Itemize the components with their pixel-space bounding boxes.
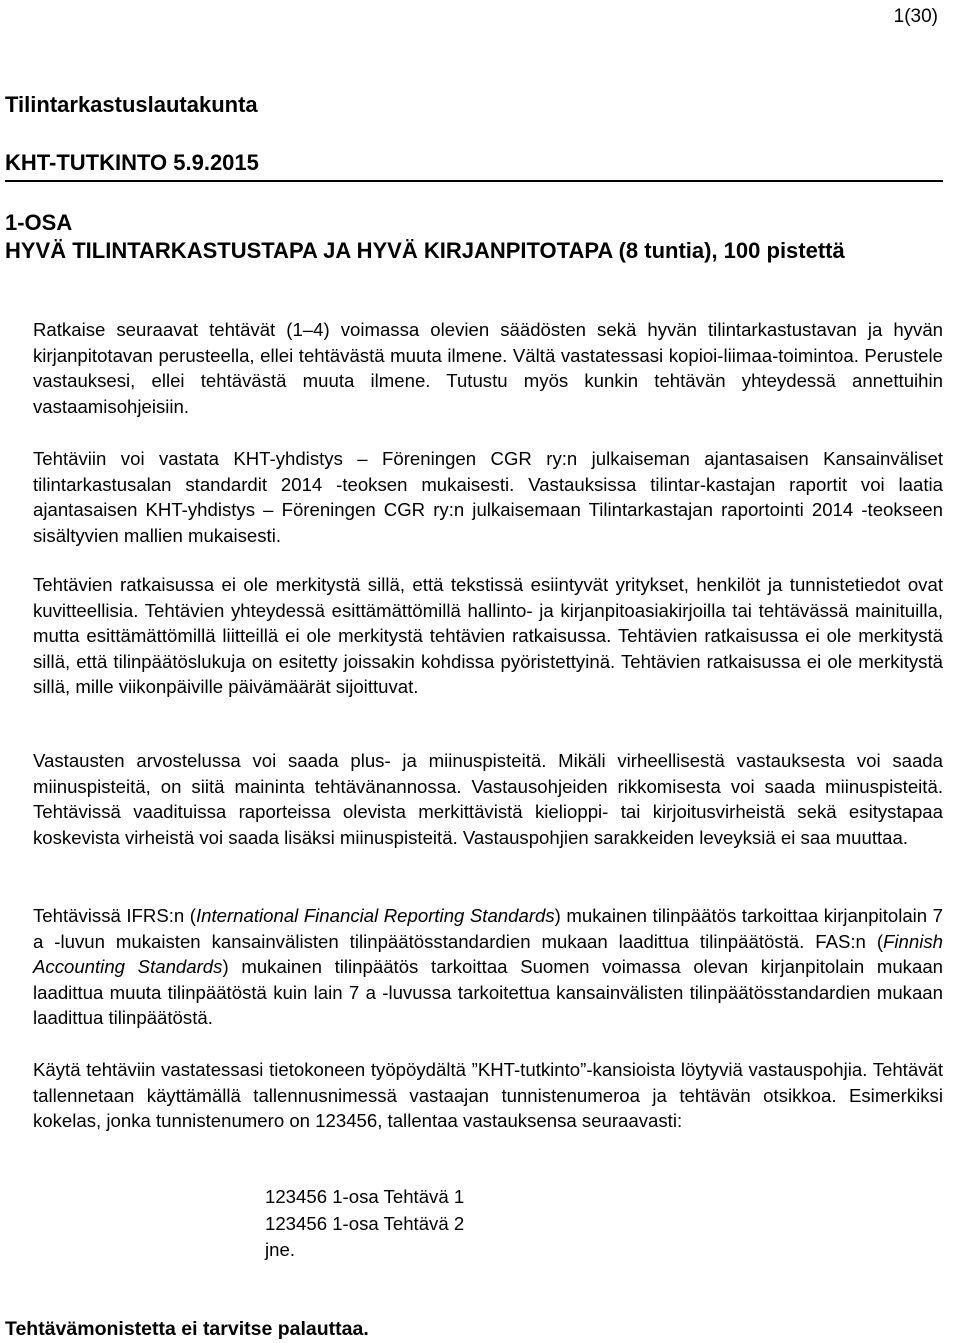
paragraph-5-text-2: ) mukainen tilinpäätös tarkoittaa kirjanpitolain 7 a -luvun mukaisten kansainvälisten tilinpäätösstandardien mukaan laadittua tilinpäätöstä. FAS:n ( — [33, 905, 944, 952]
filename-example-line: 123456 1-osa Tehtävä 1 — [265, 1186, 465, 1207]
section-title: HYVÄ TILINTARKASTUSTAPA JA HYVÄ KIRJANPITOTAPA (8 tuntia), 100 pistettä — [5, 238, 845, 263]
paragraph-5-ifrs-term: International Financial Reporting Standards — [195, 905, 555, 926]
filename-example-line: 123456 1-osa Tehtävä 2 — [265, 1212, 465, 1234]
instructions-paragraph-6: Käytä tehtäviin vastatessasi tietokoneen työpöydältä ”KHT-tutkinto”-kansioista löytyviä vastauspohjia. Tehtävät tallennetaan käyttämällä tallennusnimessä vastaajan tunnistenumeroa ja tehtävän otsikkoa. Esimerkiksi kokelas, jonka tunnistenumero on 123456, tallentaa vastauksensa seuraavasti: — [33, 1059, 943, 1132]
paragraph-5-text-3: ) mukainen tilinpäätös tarkoittaa Suomen voimassa olevan kirjanpitolain mukaan laadittua muuta tilinpäätöstä kuin lain 7 a -luvussa tarkoitettua kansainvälisten tilinpäätösstandardien mukaan laadittua tilinpäätöstä. — [33, 956, 943, 1029]
instructions-paragraph-5 — [33, 903, 943, 1031]
paragraph-5-fas-term: Finnish Accounting Standards — [33, 930, 943, 978]
instructions-paragraph-3: Tehtävien ratkaisussa ei ole merkitystä sillä, että tekstissä esiintyvät yritykset, henkilöt ja tunnistetiedot ovat kuvitteellisia. Tehtävien yhteydessä esittämättömillä hallinto- ja kirjanpitoasiakirjoilla tai tehtävässä mainituilla, mutta esittämättömillä liitteillä ei ole merkitystä tehtävien ratkaisussa. Tehtävien ratkaisussa ei ole merkitystä sillä, että tilinpäätöslukuja on esitetty joissakin kohdissa pyöristettyinä. Tehtävien ratkaisussa ei ole merkitystä sillä, mille viikonpäiville päivämäärät sijoittuvat. — [33, 574, 943, 698]
page-number: 1(30) — [893, 6, 938, 27]
section-number: 1-OSA — [5, 210, 73, 235]
instructions-paragraph-2: Tehtäviin voi vastata KHT-yhdistys – Föreningen CGR ry:n julkaiseman ajantasaisen Kansainväliset tilintarkastusalan standardit 2014 -teoksen mukaisesti. Vastauksissa tilintar-kastajan raportit voi laatia ajantasaisen KHT-yhdistys – Föreningen CGR ry:n julkaisemaan Tilintarkastajan raportointi 2014 -teokseen sisältyvien mallien mukaisesti. — [33, 448, 943, 546]
paragraph-5-text-1: Tehtävissä IFRS:n ( — [33, 905, 196, 926]
filename-examples — [265, 1184, 464, 1264]
filename-example-line: jne. — [265, 1239, 295, 1260]
instructions-paragraph-1: Ratkaise seuraavat tehtävät (1–4) voimassa olevien säädösten sekä hyvän tilintarkastustavan ja hyvän kirjanpitotavan perusteella, ellei tehtävästä muuta ilmene. Vältä vastatessasi kopioi-liimaa-toimintoa. Perustele vastauksesi, ellei tehtävästä muuta ilmene. Tutustu myös kunkin tehtävän yhteydessä annettuihin vastaamisohjeisiin. — [33, 319, 943, 417]
footer-note: Tehtävämonistetta ei tarvitse palauttaa. — [5, 1318, 369, 1340]
organization-name: Tilintarkastuslautakunta — [5, 92, 258, 117]
instructions-paragraph-4: Vastausten arvostelussa voi saada plus- ja miinuspisteitä. Mikäli virheellisestä vastauksesta voi saada miinuspisteitä, on siitä maininta tehtävänannossa. Vastausohjeiden rikkomisesta voi saada miinuspisteitä. Tehtävissä vaadituissa raporteissa olevista merkittävistä kielioppi- tai kirjoitusvirheistä sekä esitystapaa koskevista virheistä voi saada lisäksi miinuspisteitä. Vastauspohjien sarakkeiden leveyksiä ei saa muuttaa. — [33, 750, 943, 848]
exam-title: KHT-TUTKINTO 5.9.2015 — [5, 148, 943, 182]
